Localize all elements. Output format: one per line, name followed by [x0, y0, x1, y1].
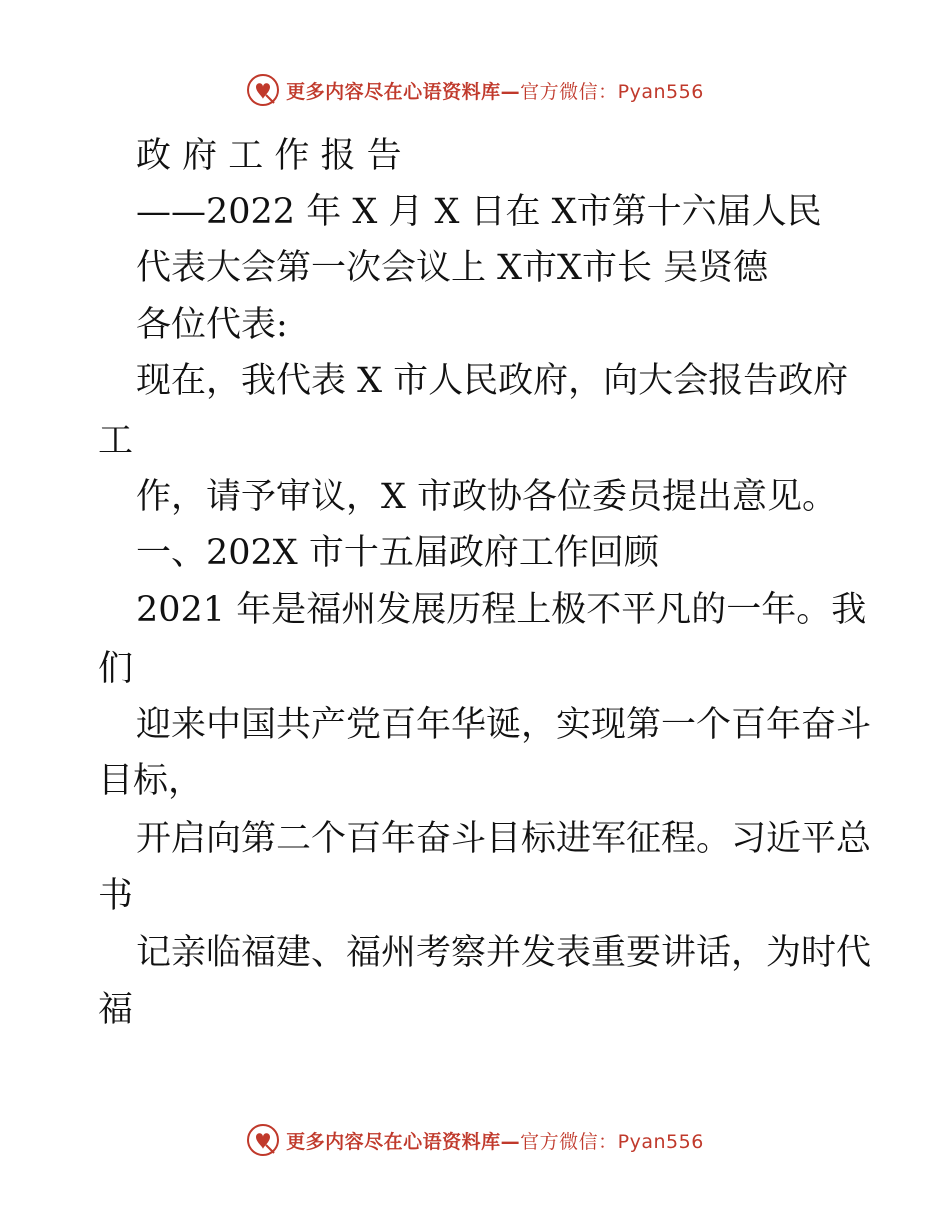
doc-line: 迎来中国共产党百年华诞，实现第一个百年奋斗: [136, 705, 872, 745]
doc-line: 们: [98, 649, 134, 689]
doc-line: 作，请予审议，X 市政协各位委员提出意见。: [136, 477, 838, 517]
heart-pen-logo-icon: [246, 73, 280, 107]
doc-line: 福: [98, 990, 134, 1030]
banner-text: 更多内容尽在心语资料库—: [286, 80, 521, 103]
doc-line: 记亲临福建、福州考察并发表重要讲话，为时代: [136, 933, 872, 973]
doc-title: 政 府 工 作 报 告: [136, 136, 402, 176]
banner-wechat: 官方微信：Pyan556: [520, 1130, 704, 1153]
banner-wechat: 官方微信：Pyan556: [520, 80, 704, 103]
doc-line: 各位代表:: [136, 305, 288, 345]
doc-line: 2021 年是福州发展历程上极不平凡的一年。我: [136, 590, 867, 630]
footer-banner: [0, 1120, 950, 1160]
doc-line: 代表大会第一次会议上 X市X市长 吴贤德: [136, 248, 769, 288]
doc-line: 工: [98, 421, 134, 461]
doc-line: 现在，我代表 X 市人民政府，向大会报告政府: [136, 361, 849, 401]
doc-line: 目标，: [98, 761, 204, 801]
banner-text: 更多内容尽在心语资料库—: [286, 1130, 521, 1153]
heart-pen-logo-icon: [246, 1123, 280, 1157]
doc-line: 书: [98, 876, 134, 916]
doc-line: ——2022 年 X 月 X 日在 X市第十六届人民: [136, 192, 822, 232]
doc-line: 开启向第二个百年奋斗目标进军征程。习近平总: [136, 819, 872, 859]
header-banner: [0, 70, 950, 110]
doc-line: 一、202X 市十五届政府工作回顾: [136, 533, 659, 573]
